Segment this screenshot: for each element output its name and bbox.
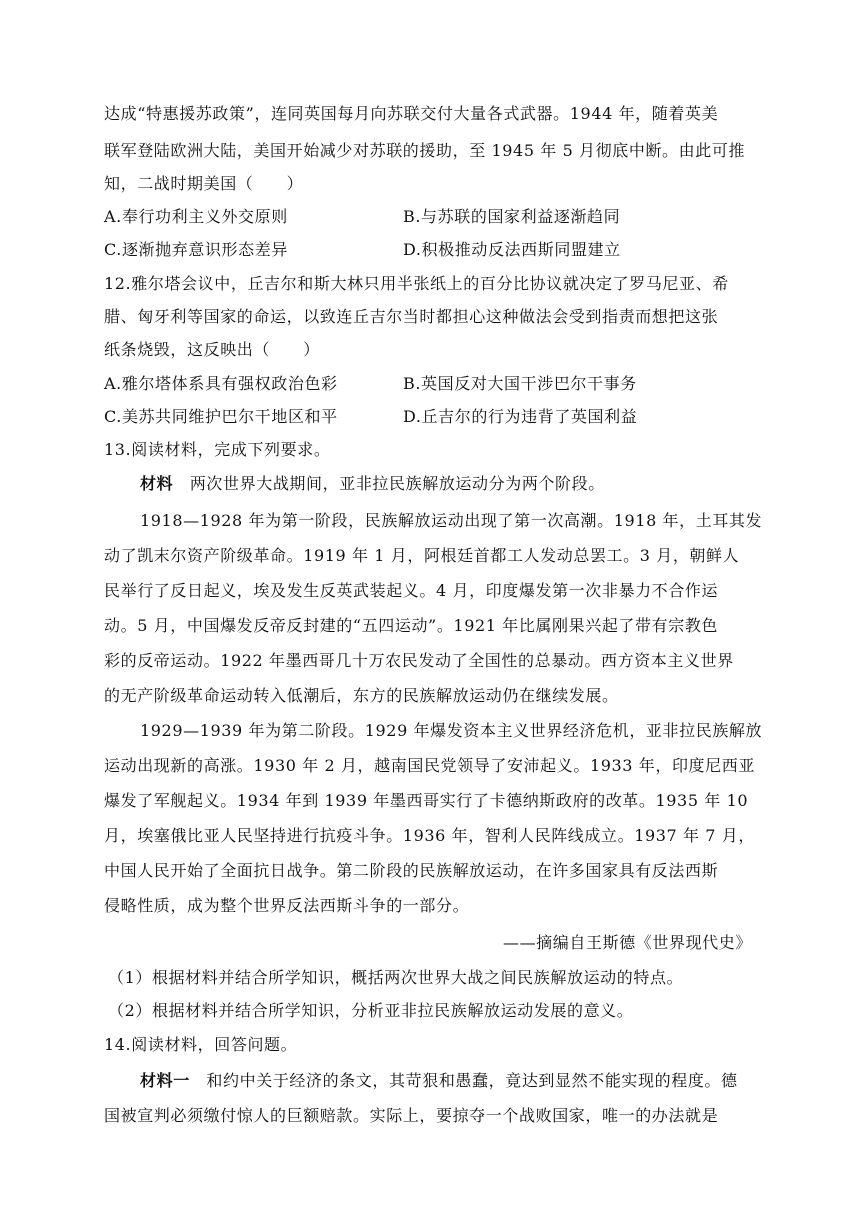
q13-material-intro: 两次世界大战期间，亚非拉民族解放运动分为两个阶段。: [189, 474, 605, 493]
q12-option-d: D.丘吉尔的行为违背了英国利益: [403, 407, 638, 426]
q14-material-line-1: [140, 1071, 756, 1091]
q11-option-a: A.奉行功利主义外交原则: [104, 207, 288, 226]
q11-option-b: B.与苏联的国家利益逐渐趋同: [403, 207, 621, 226]
q14-title: 14.阅读材料，回答问题。: [104, 1035, 298, 1054]
q14-material-text-1: 和约中关于经济的条文，其苛狠和愚蠢，竟达到显然不能实现的程度。德: [206, 1071, 738, 1090]
q13-material-intro-line: [140, 474, 756, 494]
q13-p2-line-2: 运动出现新的高涨。1930 年 2 月，越南国民党领导了安沛起义。1933 年，印度尼西亚: [104, 756, 755, 775]
q12-option-a: A.雅尔塔体系具有强权政治色彩: [104, 374, 338, 393]
q11-text-line-1: 达成“特惠援苏政策”，连同英国每月向苏联交付大量各式武器。1944 年，随着英美: [104, 104, 719, 123]
q14-material-line-2: 国被宣判必须缴付惊人的巨额赔款。实际上，要掠夺一个战败国家，唯一的办法就是: [104, 1106, 719, 1125]
q13-p2-line-6: 侵略性质，成为整个世界反法西斯斗争的一部分。: [104, 896, 470, 915]
q12-text-line-3: 纸条烧毁，这反映出（ ）: [104, 340, 320, 359]
q12-option-b: B.英国反对大国干涉巴尔干事务: [403, 374, 637, 393]
q13-p2-line-3: 爆发了军舰起义。1934 年到 1939 年墨西哥实行了卡德纳斯政府的改革。1935 年 10: [104, 791, 749, 810]
q13-p1-line-4: 动。5 月，中国爆发反帝反封建的“五四运动”。1921 年比属刚果兴起了带有宗教色: [104, 616, 719, 635]
q13-source-citation: ——摘编自王斯德《世界现代史》: [502, 933, 752, 952]
q13-p1-line-6: 的无产阶级革命运动转入低潮后，东方的民族解放运动仍在继续发展。: [104, 686, 619, 705]
q13-material-label: 材料: [140, 474, 174, 493]
q12-option-c: C.美苏共同维护巴尔干地区和平: [104, 407, 338, 426]
q13-requirement-2: （2）根据材料并结合所学知识，分析亚非拉民族解放运动发展的意义。: [108, 1001, 634, 1020]
q13-p2-line-1: 1929—1939 年为第二阶段。1929 年爆发资本主义世界经济危机，亚非拉民族解放: [140, 721, 763, 740]
q13-p1-line-5: 彩的反帝运动。1922 年墨西哥几十万农民发动了全国性的总暴动。西方资本主义世界: [104, 651, 734, 670]
q13-title: 13.阅读材料，完成下列要求。: [104, 440, 331, 459]
q13-p1-line-2: 动了凯末尔资产阶级革命。1919 年 1 月，阿根廷首都工人发动总罢工。3 月，朝鲜人: [104, 546, 740, 565]
q13-p2-line-5: 中国人民开始了全面抗日战争。第二阶段的民族解放运动，在许多国家具有反法西斯: [104, 861, 719, 880]
q12-text-line-2: 腊、匈牙利等国家的命运，以致连丘吉尔当时都担心这种做法会受到指责而想把这张: [104, 307, 719, 326]
q13-requirement-1: （1）根据材料并结合所学知识，概括两次世界大战之间民族解放运动的特点。: [108, 968, 684, 987]
q11-text-line-2: 联军登陆欧洲大陆，美国开始减少对苏联的援助，至 1945 年 5 月彻底中断。由此可推: [104, 141, 746, 160]
q13-p1-line-3: 民举行了反日起义，埃及发生反英武装起义。4 月，印度爆发第一次非暴力不合作运: [104, 581, 719, 600]
q11-option-d: D.积极推动反法西斯同盟建立: [403, 240, 621, 259]
q11-text-line-3: 知，二战时期美国（ ）: [104, 174, 304, 193]
q12-text-line-1: 12.雅尔塔会议中，丘吉尔和斯大林只用半张纸上的百分比协议就决定了罗马尼亚、希: [104, 274, 729, 293]
q14-material-label: 材料一: [140, 1071, 190, 1090]
q13-p1-line-1: 1918—1928 年为第一阶段，民族解放运动出现了第一次高潮。1918 年，土耳其发: [140, 511, 763, 530]
q11-option-c: C.逐渐抛弃意识形态差异: [104, 240, 288, 259]
q13-p2-line-4: 月，埃塞俄比亚人民坚持进行抗疫斗争。1936 年，智利人民阵线成立。1937 年 7 月，: [104, 826, 755, 845]
